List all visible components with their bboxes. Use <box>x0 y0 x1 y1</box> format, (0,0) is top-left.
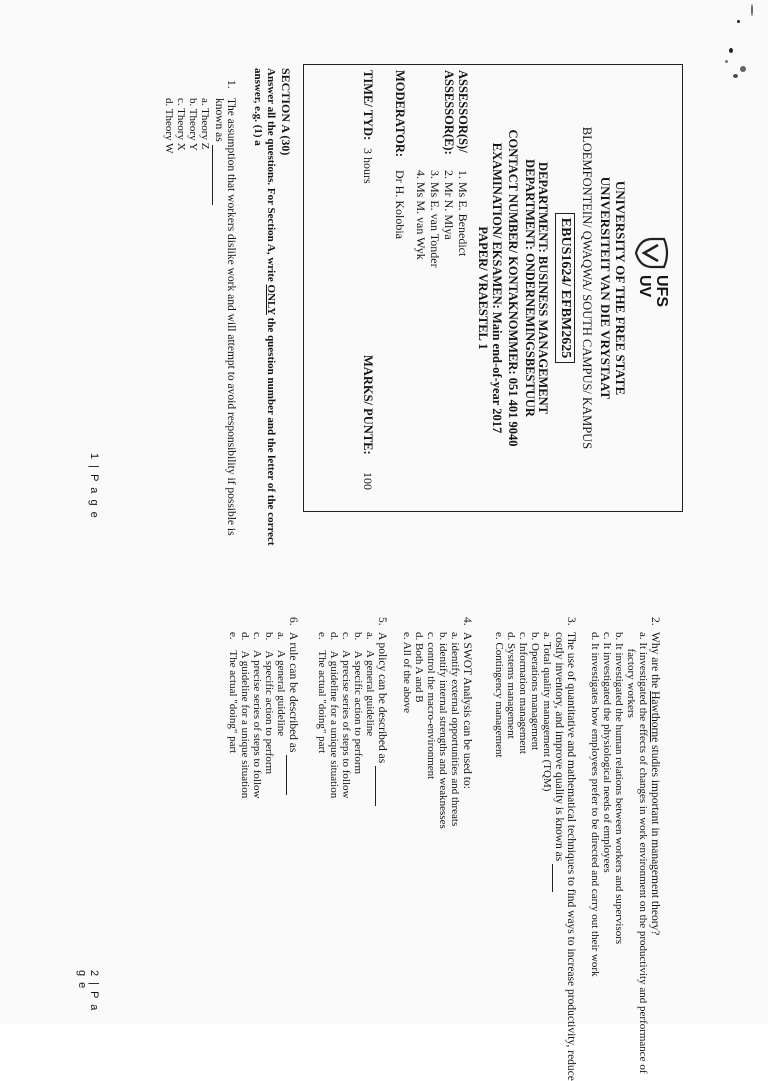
assessor-item: 4. Ms M. van Wyk <box>414 170 428 260</box>
scan-speck <box>725 60 728 63</box>
page-number-2: 2 | P a g e <box>76 970 100 1012</box>
q3-option: b. Operations management <box>529 632 541 751</box>
q6-option: b. A specific action to perform <box>263 632 275 775</box>
q5-option: c. A precise series of steps to follow <box>340 632 352 799</box>
answer-blank <box>552 864 562 892</box>
q2-number: 2. <box>649 617 661 626</box>
q4-option: a. identify external opportunities and threats <box>449 632 461 827</box>
q6-text <box>286 632 298 795</box>
marks-value: 100 <box>361 472 375 490</box>
q1-option: b. Theory Y <box>187 98 199 151</box>
section-title: SECTION A (30) <box>279 68 293 156</box>
university-name-en: UNIVERSITY OF THE FREE STATE <box>613 180 628 396</box>
q3-number: 3. <box>565 617 577 626</box>
time-value: 3 hours <box>361 148 375 184</box>
q2-option: d. It investigates how employees prefer to be directed and carry out their work <box>589 632 601 977</box>
university-name-af: UNIVERSITEIT VAN DIE VRYSTAAT <box>598 176 613 400</box>
page-number-1: 1 | P a g e <box>88 453 100 520</box>
assessor-item: 2. Mr N. Mlya <box>442 170 456 240</box>
q6-option: a. A general guideline <box>275 632 287 737</box>
instructions-line-2: answer, e.g. (1) a <box>252 68 264 146</box>
q4-option: c. control the macro-environment <box>425 632 437 780</box>
department-af: DEPARTMENT: ONDERNEMINGSBESTUUR <box>523 159 537 417</box>
q2-option: b. It investigated the human relations between workers and supervisors <box>613 632 625 945</box>
contact-number: CONTACT NUMBER/ KONTAKNOMMER: 051 401 9040 <box>506 129 520 447</box>
answer-blank <box>212 145 222 205</box>
q1-option: c. Theory X <box>175 98 187 151</box>
assessor-item: 3. Ms E. van Tonder <box>428 170 442 268</box>
q3-option: d. Systems management <box>505 632 517 739</box>
q3-option: c. Information management <box>517 632 529 754</box>
course-code-wrap <box>555 64 575 512</box>
q4-option: b. identify internal strengths and weaknesses <box>437 632 449 829</box>
moderator-name: Dr H. Kolobia <box>393 170 407 239</box>
time-label: TIME/ TYD: <box>361 70 375 141</box>
scan-speck <box>729 48 733 53</box>
scan-speck <box>751 4 753 16</box>
q6-option: e. The actual "doing" part <box>227 632 239 754</box>
paper-line: PAPER/ VRAESTEL 1 <box>476 226 490 350</box>
q1-text-line-1: The assumption that workers dislike work and will attempt to avoid responsibility if possible is <box>225 98 237 536</box>
department-en: DEPARTMENT: BUSINESS MANAGEMENT <box>536 162 550 414</box>
scan-speck <box>740 66 746 72</box>
logo-text: UFS UV <box>636 275 670 307</box>
q2-option-cont: factory workers <box>625 632 637 718</box>
q5-text-label: A policy can be described as <box>376 632 388 764</box>
q1-option: a. Theory Z <box>199 98 211 150</box>
marks-label: MARKS/ PUNTE: <box>361 355 375 455</box>
scan-speck <box>737 20 740 23</box>
university-logo <box>628 235 670 315</box>
moderator-label: MODERATOR: <box>393 70 407 158</box>
answer-blank <box>375 766 385 806</box>
q1-text-line-2 <box>212 98 224 205</box>
q3-option: e. Contingency management <box>493 632 505 758</box>
q2-text: Why are the Hawthorne studies important in management theory? <box>649 632 661 936</box>
answer-blank <box>286 755 296 795</box>
course-code: EBUS1624/ EFBM2625 <box>555 213 575 363</box>
q5-number: 5. <box>376 617 388 626</box>
assessor-item: 1. Ms E. Benedict <box>456 170 470 257</box>
q6-option: d. A guideline for a unique situation <box>239 632 251 799</box>
q6-option: c. A precise series of steps to follow <box>251 632 263 799</box>
assessors-label-2: ASSESSOR(E): <box>442 70 456 155</box>
campus-line: BLOEMFONTEIN/ QWAQWA/ SOUTH CAMPUS/ KAMPUS <box>580 126 594 450</box>
logo-emblem-icon <box>634 235 670 271</box>
q3-text-line-2: costly inventory, and improve quality is known as <box>553 632 565 862</box>
q2-option: a. It investigated the effects of changes in work environment on the productivity and performance of <box>637 632 649 1074</box>
q3-text-line <box>552 632 564 892</box>
examination-line: EXAMINATION/ EKSAMEN: Main end-of-year 2017 <box>490 142 504 434</box>
q4-number: 4. <box>461 617 473 626</box>
q5-option: e. The actual "doing" part <box>316 632 328 754</box>
scan-speck <box>733 74 738 78</box>
instructions-line-1: Answer all the questions. For Section A, write ONLY the question number and the letter of the correct <box>265 68 277 546</box>
q4-option: e. All of the above <box>401 632 413 713</box>
assessors-label-1: ASSESSOR(S)/ <box>456 70 470 153</box>
q6-number: 6. <box>287 617 299 626</box>
q5-option: a. A general guideline <box>364 632 376 737</box>
q4-option: d. Both A and B <box>413 632 425 703</box>
q1-number: 1. <box>225 80 237 89</box>
q4-text: A SWOT Analysis can be used to: <box>461 632 473 789</box>
q6-text-label: A rule can be described as <box>287 632 299 753</box>
q5-option: b. A specific action to perform <box>352 632 364 775</box>
q5-text <box>375 632 387 806</box>
q5-option: d. A guideline for a unique situation <box>328 632 340 799</box>
q3-text-line: The use of quantitative and mathematical techniques to find ways to increase productivity, reduce <box>565 632 577 1081</box>
q2-option: c. It investigated the physiological needs of employees <box>601 632 613 873</box>
q1-option: d. Theory W <box>163 98 175 154</box>
q3-option: a. Total quality management (TQM) <box>541 632 553 792</box>
q1-text-line-2-text: known as <box>213 98 225 142</box>
